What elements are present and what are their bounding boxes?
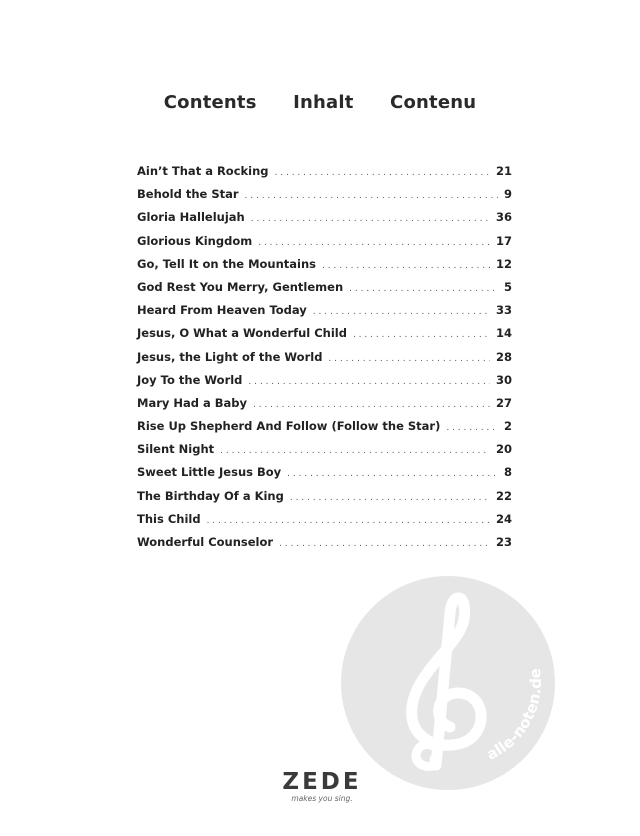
alle-noten-watermark <box>340 575 556 791</box>
toc-entry-title: Jesus, the Light of the World <box>137 349 323 364</box>
toc-dot-leader <box>279 539 490 549</box>
toc-entry-page: 8 <box>503 465 512 480</box>
toc-entry-page: 33 <box>495 303 512 318</box>
toc-entry <box>137 210 512 233</box>
heading-german: Inhalt <box>293 92 354 113</box>
toc-dot-leader <box>207 516 490 526</box>
toc-entry-page: 22 <box>495 488 512 503</box>
logo-mark: ZEDE <box>282 769 362 795</box>
toc-dot-leader <box>220 446 490 456</box>
toc-entry-title: This Child <box>137 511 201 526</box>
toc-entry-title: Go, Tell It on the Mountains <box>137 256 317 271</box>
toc-entry-title: Sweet Little Jesus Boy <box>137 465 282 480</box>
zede-logo <box>280 770 364 810</box>
toc-entry <box>137 373 512 396</box>
toc-entry-page: 30 <box>495 372 512 387</box>
toc-entry-title: Wonderful Counselor <box>137 535 274 549</box>
toc-entry-title: Jesus, O What a Wonderful Child <box>137 326 347 341</box>
toc-entry <box>137 234 512 257</box>
toc-dot-leader <box>245 191 498 201</box>
toc-entry-page: 9 <box>503 187 512 202</box>
toc-entry-title: Behold the Star <box>137 187 239 202</box>
heading-english: Contents <box>163 92 257 113</box>
toc-entry-page: 2 <box>503 419 512 434</box>
toc-entry <box>137 326 512 349</box>
toc-entry-title: God Rest You Merry, Gentlemen <box>137 279 344 294</box>
watermark-text: alle-noten.de <box>483 667 545 764</box>
toc-dot-leader <box>287 469 498 479</box>
toc-dot-leader <box>446 423 498 433</box>
toc-entry-title: Glorious Kingdom <box>137 233 253 248</box>
toc-entry <box>137 442 512 465</box>
toc-entry-page: 28 <box>495 349 512 364</box>
toc-entry-page: 36 <box>495 210 512 225</box>
toc-entry-page: 12 <box>495 256 512 271</box>
contents-heading <box>0 92 640 113</box>
toc-entry <box>137 257 512 280</box>
toc-entry <box>137 350 512 373</box>
toc-dot-leader <box>353 330 490 340</box>
toc-entry-title: Heard From Heaven Today <box>137 303 307 318</box>
toc-entry-title: Mary Had a Baby <box>137 395 248 410</box>
toc-entry <box>137 512 512 535</box>
toc-entry-title: Gloria Hallelujah <box>137 210 245 225</box>
toc-entry <box>137 419 512 442</box>
toc-entry-page: 21 <box>495 164 512 178</box>
toc-entry-page: 20 <box>495 442 512 457</box>
toc-entry-title: Joy To the World <box>137 372 243 387</box>
toc-entry <box>137 465 512 488</box>
toc-dot-leader <box>349 284 498 294</box>
toc-entry <box>137 303 512 326</box>
toc-entry <box>137 164 512 187</box>
toc-entry-page: 17 <box>495 233 512 248</box>
toc-entry-title: Ain’t That a Rocking <box>137 164 269 178</box>
toc-dot-leader <box>322 261 490 271</box>
toc-dot-leader <box>253 400 490 410</box>
logo-tagline: makes you sing. <box>291 794 353 803</box>
toc-dot-leader <box>258 238 490 248</box>
toc-entry-page: 24 <box>495 511 512 526</box>
heading-french: Contenu <box>390 92 477 113</box>
toc-entry-title: Silent Night <box>137 442 215 457</box>
toc-entry <box>137 535 512 558</box>
toc-dot-leader <box>328 354 490 364</box>
toc-entry-title: The Birthday Of a King <box>137 488 284 503</box>
toc-dot-leader <box>313 307 490 317</box>
toc-entry-page: 5 <box>503 279 512 294</box>
toc-entry <box>137 489 512 512</box>
table-of-contents <box>137 164 512 558</box>
toc-dot-leader <box>275 168 490 178</box>
toc-entry <box>137 396 512 419</box>
toc-dot-leader <box>248 377 490 387</box>
toc-entry-title: Rise Up Shepherd And Follow (Follow the Star) <box>137 419 441 434</box>
toc-dot-leader <box>290 493 490 503</box>
toc-entry <box>137 187 512 210</box>
toc-entry <box>137 280 512 303</box>
toc-entry-page: 27 <box>495 395 512 410</box>
toc-dot-leader <box>251 214 490 224</box>
toc-entry-page: 23 <box>495 535 512 549</box>
toc-entry-page: 14 <box>495 326 512 341</box>
